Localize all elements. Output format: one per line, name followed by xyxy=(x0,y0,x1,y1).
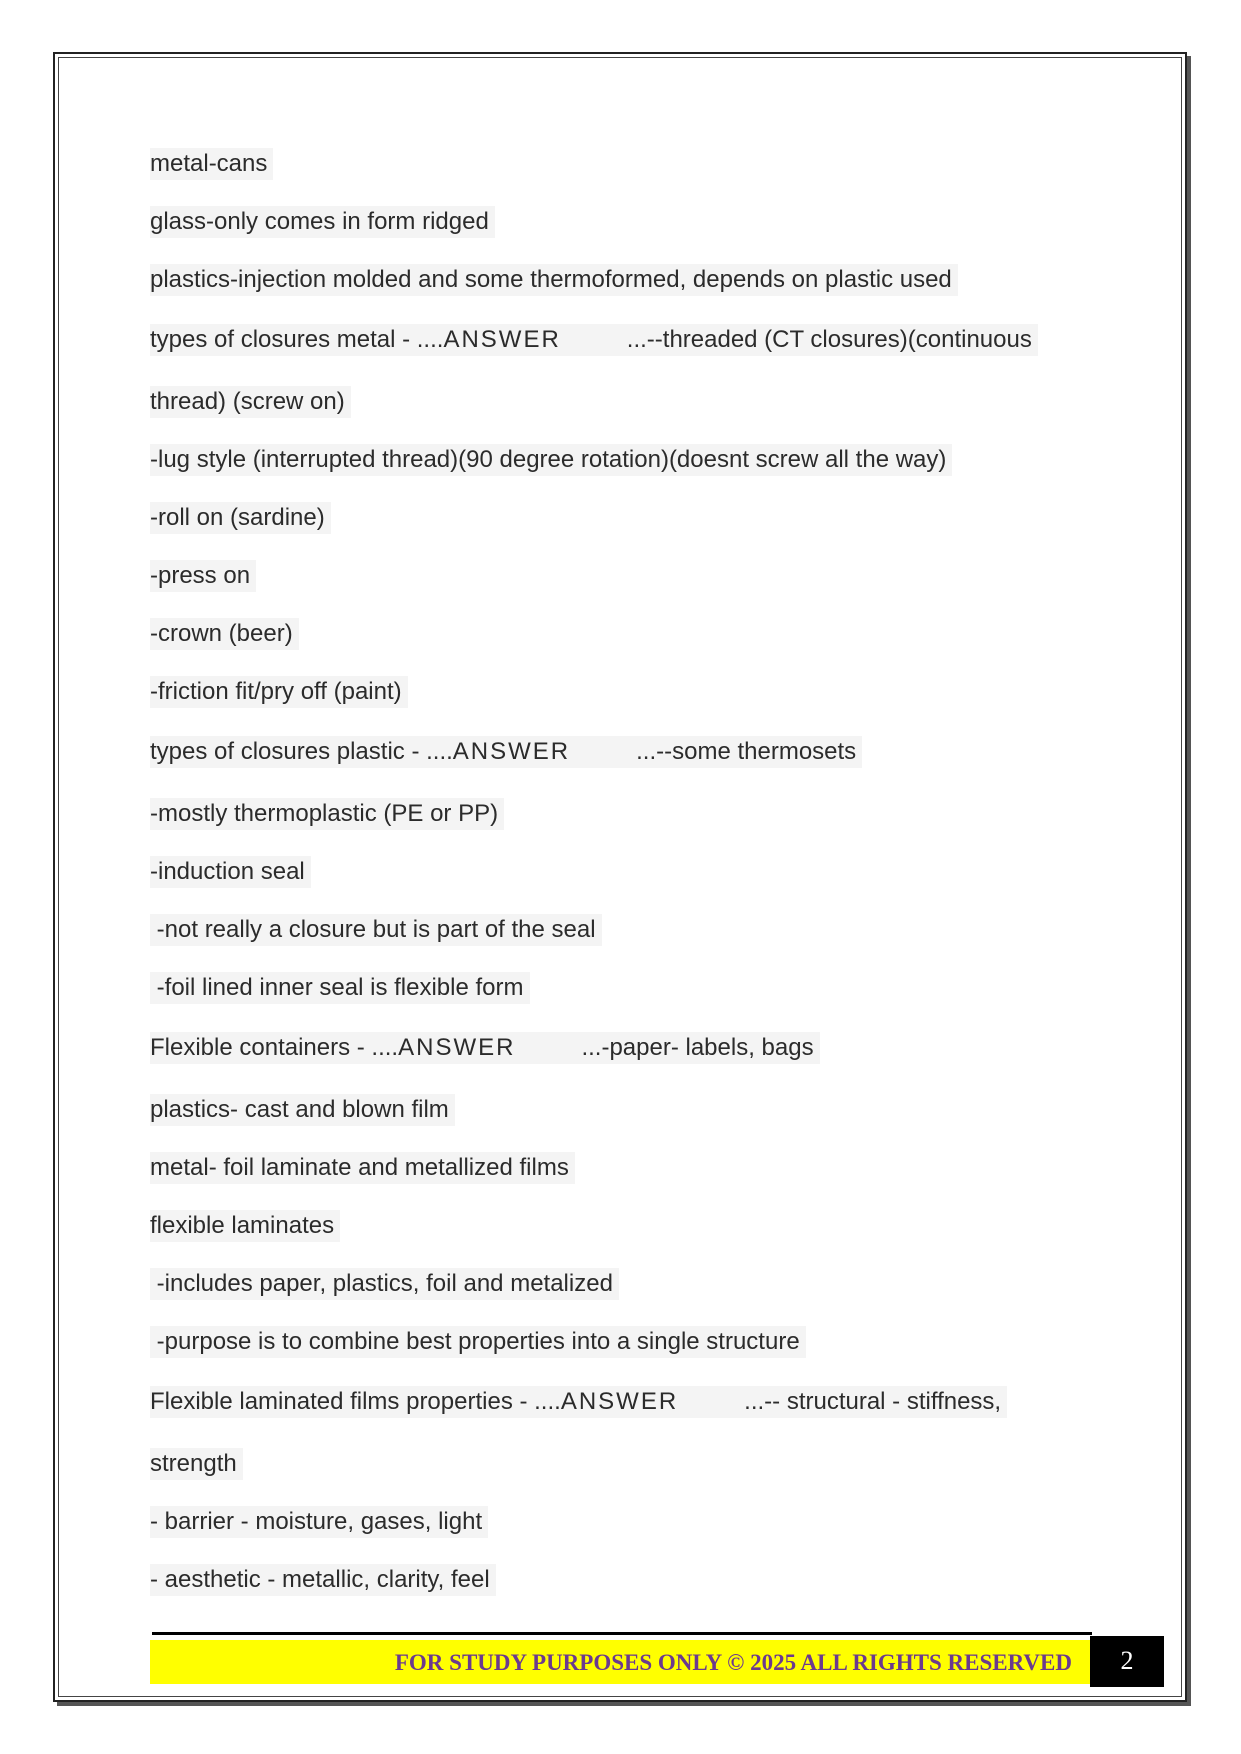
text-line: -friction fit/pry off (paint) xyxy=(150,676,408,708)
text-line: -foil lined inner seal is flexible form xyxy=(150,972,530,1004)
text-line: -mostly thermoplastic (PE or PP) xyxy=(150,798,504,830)
text-line: plastics-injection molded and some thermoformed, depends on plastic used xyxy=(150,264,958,296)
question-text: types of closures plastic - .... xyxy=(150,738,453,765)
text-line: metal-cans xyxy=(150,148,273,180)
text-line: flexible laminates xyxy=(150,1210,340,1242)
answer-tag: ANSWER xyxy=(452,738,571,765)
text-line: -roll on (sardine) xyxy=(150,502,331,534)
question-line xyxy=(150,324,1038,356)
text-line: -press on xyxy=(150,560,256,592)
text-line: glass-only comes in form ridged xyxy=(150,206,495,238)
answer-text: ...-- structural - stiffness, xyxy=(744,1388,1002,1415)
text-line: strength xyxy=(150,1448,243,1480)
answer-text: ...--threaded (CT closures)(continuous xyxy=(626,326,1032,353)
answer-tag: ANSWER xyxy=(560,1388,679,1415)
footer-copyright: FOR STUDY PURPOSES ONLY © 2025 ALL RIGHTS RESERVED xyxy=(394,1650,1072,1675)
page-number: 2 xyxy=(1090,1636,1164,1687)
text-line: -not really a closure but is part of the seal xyxy=(150,914,602,946)
text-line: -induction seal xyxy=(150,856,311,888)
question-text: types of closures metal - .... xyxy=(150,326,444,353)
answer-tag: ANSWER xyxy=(398,1034,516,1061)
question-line xyxy=(150,736,862,768)
text-line: -includes paper, plastics, foil and metalized xyxy=(150,1268,619,1300)
text-line: -purpose is to combine best properties into a single structure xyxy=(150,1326,806,1358)
text-line: - barrier - moisture, gases, light xyxy=(150,1506,488,1538)
footer-rule xyxy=(152,1632,1092,1635)
text-line: thread) (screw on) xyxy=(150,386,351,418)
question-text: Flexible laminated films properties - .... xyxy=(150,1388,561,1415)
text-line: - aesthetic - metallic, clarity, feel xyxy=(150,1564,496,1596)
answer-text: ...-paper- labels, bags xyxy=(581,1034,814,1061)
text-line: metal- foil laminate and metallized films xyxy=(150,1152,575,1184)
text-line: -crown (beer) xyxy=(150,618,299,650)
question-text: Flexible containers - .... xyxy=(150,1034,399,1061)
question-line xyxy=(150,1386,1007,1418)
answer-tag: ANSWER xyxy=(443,326,561,353)
text-line: plastics- cast and blown film xyxy=(150,1094,455,1126)
question-line xyxy=(150,1032,820,1064)
text-line: -lug style (interrupted thread)(90 degree rotation)(doesnt screw all the way) xyxy=(150,444,952,476)
answer-text: ...--some thermosets xyxy=(636,738,857,765)
